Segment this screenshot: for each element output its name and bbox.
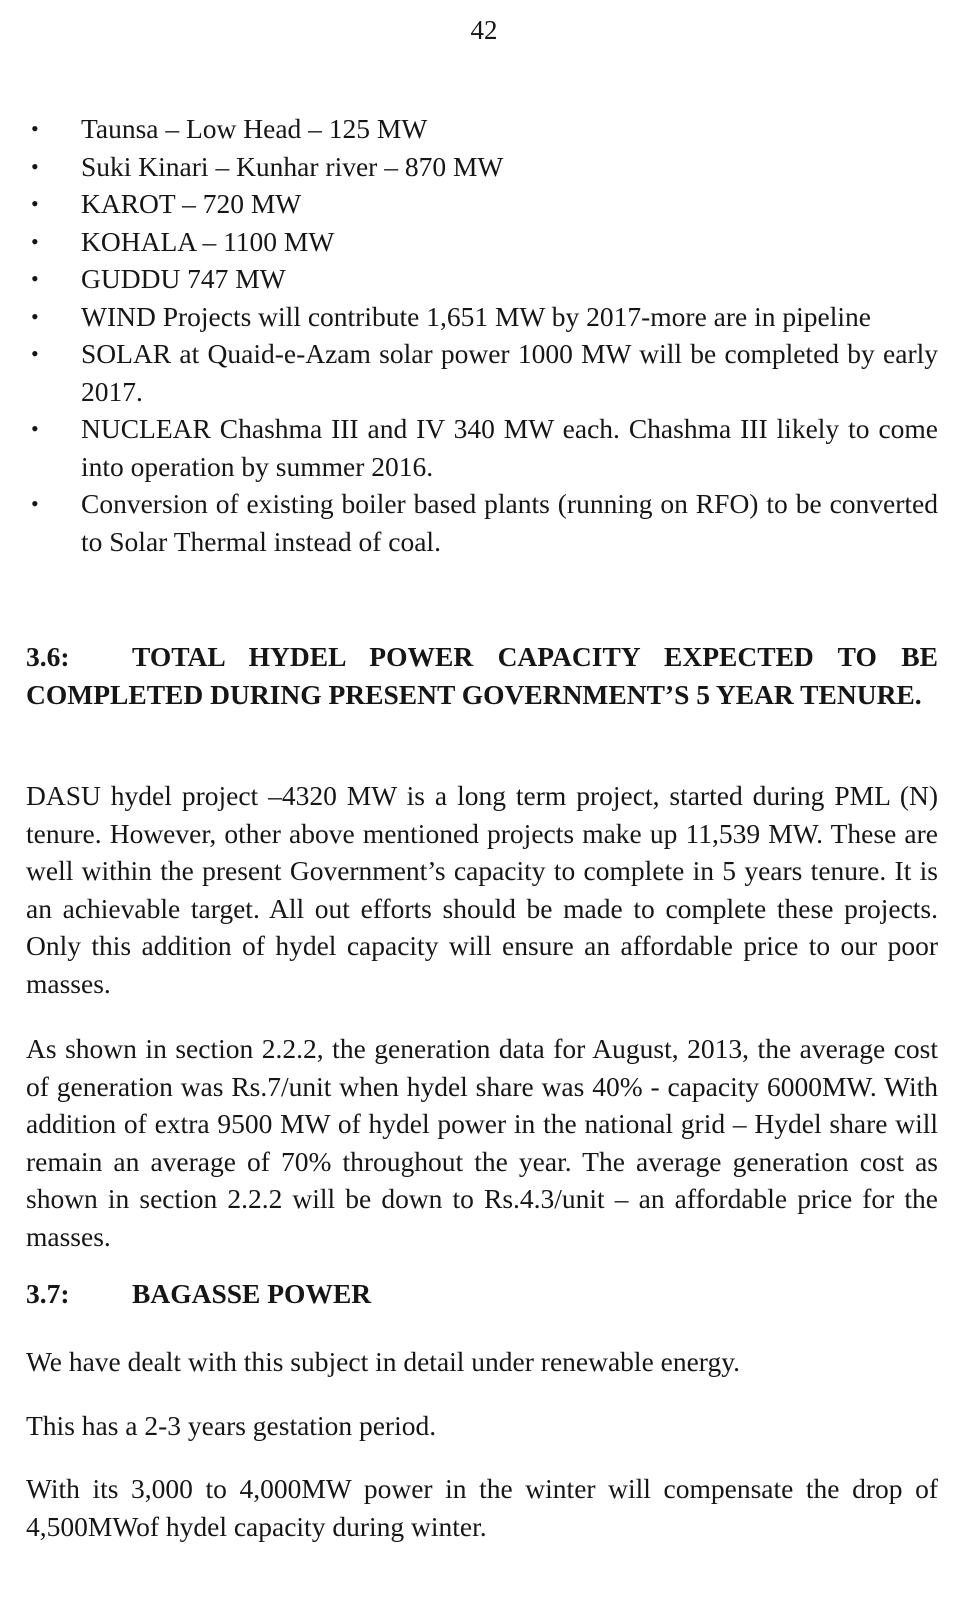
section-number: 3.6: (26, 641, 70, 672)
bullet-text: WIND Projects will contribute 1,651 MW by 2017-more are in pipeline (81, 300, 871, 332)
bullet-item (26, 260, 938, 298)
bullet-icon: • (31, 416, 39, 441)
bullet-text: GUDDU 747 MW (81, 263, 286, 294)
bullet-icon: • (31, 153, 39, 179)
bullet-item (26, 335, 938, 410)
paragraph: As shown in section 2.2.2, the generation data for August, 2013, the average cost of generation was Rs.7/unit when hydel share was 40% - capacity 6000MW. With addition of extra 9500 MW of hydel power in the national grid – Hydel share will remain an average of 70% throughout the year. The average generation cost as shown in section 2.2.2 will be down to Rs.4.3/unit – an affordable price for the masses. (26, 1033, 938, 1252)
bullet-item (26, 485, 938, 560)
bullet-icon: • (31, 116, 39, 141)
bullet-text: Suki Kinari – Kunhar river – 870 MW (81, 150, 504, 182)
bullet-item (26, 410, 938, 485)
section-title: TOTAL HYDEL POWER CAPACITY EXPECTED TO BE COMPLETED DURING PRESENT GOVERNMENT’S 5 YEAR TENURE. (26, 641, 938, 710)
bullet-text: Taunsa – Low Head – 125 MW (81, 113, 428, 144)
bullet-icon: • (31, 303, 39, 329)
bullet-icon: • (31, 228, 39, 254)
bullet-item (26, 298, 938, 336)
paragraph: With its 3,000 to 4,000MW power in the winter will compensate the drop of 4,500MWof hydel capacity during winter. (26, 1473, 938, 1542)
bullet-icon: • (31, 491, 39, 516)
section-title: BAGASSE POWER (132, 1278, 372, 1309)
bullet-list (26, 110, 938, 560)
paragraph: This has a 2-3 years gestation period. (26, 1410, 437, 1441)
section-heading-3-7 (26, 1275, 938, 1313)
bullet-icon: • (31, 341, 39, 366)
paragraph: We have dealt with this subject in detail under renewable energy. (26, 1346, 741, 1377)
paragraph: DASU hydel project –4320 MW is a long term project, started during PML (N) tenure. However, other above mentioned projects make up 11,539 MW. These are well within the present Government’s capacity to complete in 5 years tenure. It is an achievable target. All out efforts should be made to complete these projects. Only this addition of hydel capacity will ensure an affordable price to our poor masses. (26, 780, 938, 999)
bullet-item (26, 148, 938, 186)
bullet-text: KOHALA – 1100 MW (81, 225, 335, 257)
bullet-item (26, 110, 938, 148)
section-number: 3.7: (26, 1278, 70, 1309)
section-heading-3-6 (26, 638, 938, 714)
bullet-icon: • (31, 191, 39, 216)
bullet-text: KAROT – 720 MW (81, 188, 302, 219)
bullet-text: SOLAR at Quaid-e-Azam solar power 1000 MW will be completed by early 2017. (81, 338, 938, 407)
bullet-item (26, 185, 938, 223)
bullet-text: NUCLEAR Chashma III and IV 340 MW each. Chashma III likely to come into operation by summer 2016. (81, 413, 938, 482)
bullet-icon: • (31, 266, 39, 291)
bullet-item (26, 223, 938, 261)
bullet-text: Conversion of existing boiler based plants (running on RFO) to be converted to Solar Thermal instead of coal. (81, 488, 938, 557)
page-number: 42 (470, 15, 498, 45)
